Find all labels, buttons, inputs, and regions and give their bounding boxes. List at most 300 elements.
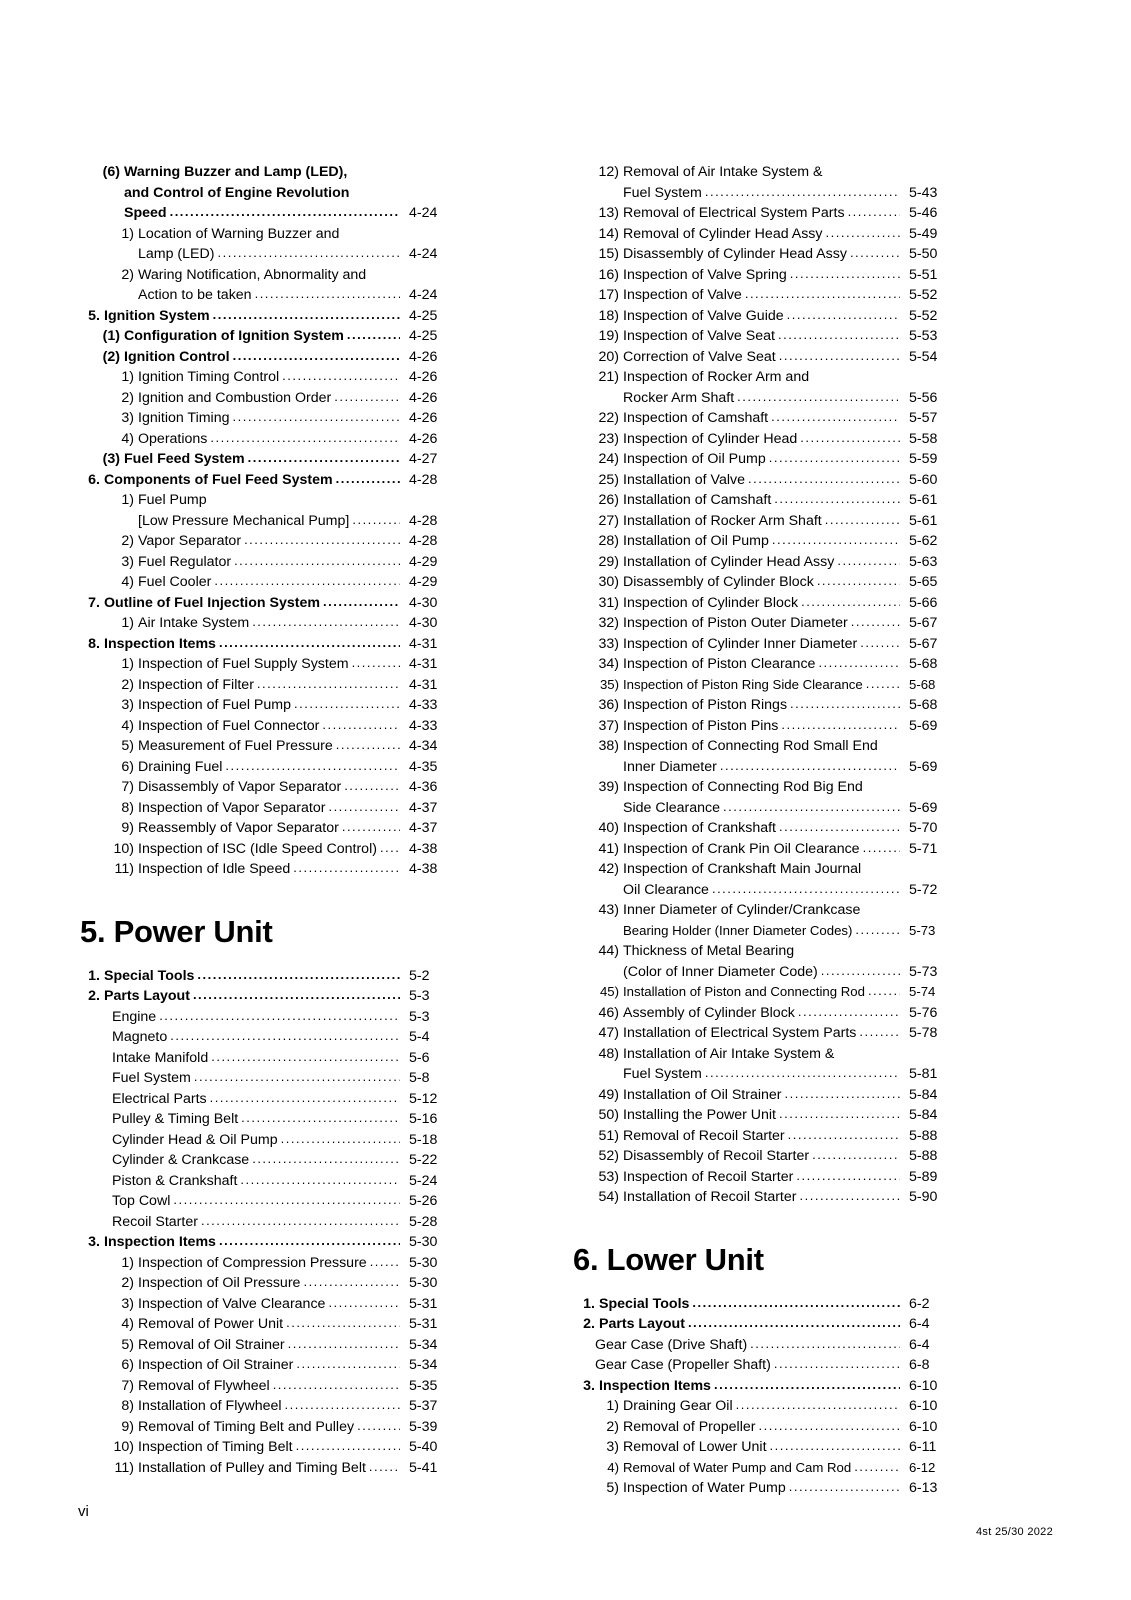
toc-leader-dots bbox=[821, 961, 900, 982]
toc-entry[interactable] bbox=[78, 593, 453, 614]
toc-entry-page: 5-63 bbox=[909, 553, 938, 570]
toc-entry[interactable] bbox=[573, 162, 953, 183]
toc-entry[interactable] bbox=[573, 511, 953, 532]
toc-entry-page: 5-58 bbox=[909, 430, 938, 447]
toc-entry-page: 5-76 bbox=[909, 1004, 938, 1021]
toc-entry-page: 5-24 bbox=[409, 1172, 438, 1189]
toc-entry[interactable] bbox=[78, 1437, 453, 1458]
toc-entry[interactable] bbox=[78, 1253, 453, 1274]
toc-entry[interactable] bbox=[78, 224, 453, 245]
toc-entry-page: 5-3 bbox=[409, 988, 430, 1004]
toc-entry[interactable] bbox=[78, 634, 453, 655]
toc-entry-title: Inspection of Piston Outer Diameter bbox=[623, 615, 848, 631]
toc-entry[interactable] bbox=[78, 1417, 453, 1438]
toc-entry-number: 3) bbox=[121, 1295, 134, 1312]
toc-leader-dots bbox=[772, 530, 900, 551]
toc-entry-number: 42) bbox=[598, 861, 619, 877]
toc-entry-title: Components of Fuel Feed System bbox=[104, 471, 333, 488]
toc-entry-page: 5-69 bbox=[909, 799, 938, 816]
toc-entry-title: Removal of Propeller bbox=[623, 1418, 756, 1435]
toc-entry[interactable] bbox=[78, 675, 453, 696]
toc-entry-number: (6) bbox=[102, 164, 120, 180]
toc-leader-dots bbox=[210, 428, 400, 449]
toc-leader-dots bbox=[758, 1416, 900, 1437]
toc-entry[interactable] bbox=[573, 593, 953, 614]
toc-entry-title: Oil Clearance bbox=[623, 881, 709, 898]
toc-entry-title: Removal of Oil Strainer bbox=[138, 1336, 285, 1353]
toc-entry[interactable] bbox=[573, 736, 953, 757]
toc-entry-title: Fuel System bbox=[623, 1066, 702, 1082]
toc-leader-dots bbox=[173, 1190, 400, 1211]
toc-entry[interactable] bbox=[78, 1007, 453, 1028]
toc-entry-page: 5-28 bbox=[409, 1213, 438, 1230]
toc-entry[interactable] bbox=[573, 962, 953, 983]
toc-entry[interactable] bbox=[573, 1335, 953, 1356]
toc-entry[interactable] bbox=[78, 449, 453, 470]
toc-entry-title: Inspection of Idle Speed bbox=[138, 861, 291, 877]
toc-entry-number: 30) bbox=[598, 574, 619, 590]
toc-entry-title: Inner Diameter bbox=[623, 758, 717, 775]
toc-entry[interactable] bbox=[573, 757, 953, 778]
toc-entry[interactable] bbox=[573, 982, 953, 1003]
toc-entry-number: 32) bbox=[598, 615, 619, 631]
toc-entry[interactable] bbox=[573, 1396, 953, 1417]
toc-entry[interactable] bbox=[78, 1335, 453, 1356]
toc-entry[interactable] bbox=[573, 285, 953, 306]
toc-entry-title: Inspection of Valve Spring bbox=[623, 266, 787, 283]
toc-entry-title: Inspection of Crank Pin Oil Clearance bbox=[623, 840, 860, 857]
toc-entry-title: Lamp (LED) bbox=[138, 246, 215, 262]
toc-entry-title: Action to be taken bbox=[138, 287, 252, 303]
toc-leader-dots bbox=[248, 448, 400, 469]
toc-entry-number: 3. bbox=[583, 1377, 595, 1394]
toc-entry[interactable] bbox=[78, 1314, 453, 1335]
toc-entry[interactable] bbox=[573, 490, 953, 511]
toc-entry-title: Fuel Pump bbox=[138, 492, 207, 508]
toc-entry-title: Ignition Control bbox=[124, 348, 230, 365]
toc-entry-page: 5-18 bbox=[409, 1131, 438, 1148]
toc-entry[interactable] bbox=[78, 183, 453, 204]
toc-entry[interactable] bbox=[573, 859, 953, 880]
toc-entry-title: Disassembly of Cylinder Head Assy bbox=[623, 246, 847, 262]
toc-entry-title: Inspection of Recoil Starter bbox=[623, 1168, 794, 1185]
toc-entry[interactable] bbox=[573, 347, 953, 368]
toc-entry[interactable] bbox=[573, 1314, 953, 1335]
toc-leader-dots bbox=[781, 715, 900, 736]
toc-entry[interactable] bbox=[573, 1044, 953, 1065]
toc-entry[interactable] bbox=[78, 552, 453, 573]
toc-entry-page: 4-37 bbox=[409, 799, 438, 816]
toc-entry-title: Removal of Air Intake System & bbox=[623, 164, 823, 180]
toc-entry[interactable] bbox=[78, 347, 453, 368]
toc-entry[interactable] bbox=[573, 654, 953, 675]
toc-entry-page: 5-65 bbox=[909, 574, 938, 590]
toc-entry-number: 1) bbox=[121, 369, 134, 385]
toc-entry-page: 4-25 bbox=[409, 307, 438, 324]
toc-entry[interactable] bbox=[78, 1109, 453, 1130]
chapter-heading-power-unit: 5. Power Unit bbox=[80, 913, 273, 949]
toc-entry-page: 5-35 bbox=[409, 1377, 438, 1394]
toc-entry-page: 5-6 bbox=[409, 1049, 430, 1066]
toc-entry[interactable] bbox=[78, 265, 453, 286]
toc-entry[interactable] bbox=[78, 1355, 453, 1376]
toc-entry[interactable] bbox=[573, 675, 953, 696]
toc-entry[interactable] bbox=[573, 1167, 953, 1188]
toc-entry[interactable] bbox=[573, 408, 953, 429]
toc-entry-title: Installation of Camshaft bbox=[623, 492, 772, 508]
toc-entry[interactable] bbox=[573, 798, 953, 819]
toc-entry[interactable] bbox=[573, 941, 953, 962]
toc-entry[interactable] bbox=[78, 1458, 453, 1479]
toc-leader-dots bbox=[294, 694, 400, 715]
toc-entry-number: 2) bbox=[606, 1418, 619, 1435]
toc-entry-number: 6) bbox=[121, 1357, 134, 1373]
toc-entry-page: 5-69 bbox=[909, 758, 938, 775]
toc-entry-page: 5-62 bbox=[909, 533, 938, 549]
toc-entry-page: 4-30 bbox=[409, 594, 438, 611]
toc-entry[interactable] bbox=[573, 203, 953, 224]
toc-entry-number: 21) bbox=[598, 369, 619, 385]
toc-leader-dots bbox=[234, 551, 400, 572]
toc-entry-page: 4-35 bbox=[409, 758, 438, 775]
toc-entry[interactable] bbox=[78, 818, 453, 839]
toc-entry-title: Removal of Power Unit bbox=[138, 1316, 284, 1332]
toc-entry-page: 4-29 bbox=[409, 553, 438, 570]
toc-entry-number: 33) bbox=[598, 635, 619, 652]
toc-entry-title: Inspection of Connecting Rod Small End bbox=[623, 738, 878, 754]
toc-leader-dots bbox=[323, 592, 400, 613]
toc-leader-dots bbox=[201, 1211, 400, 1232]
toc-entry-page: 5-52 bbox=[909, 287, 938, 303]
toc-entry[interactable] bbox=[573, 1376, 953, 1397]
toc-entry[interactable] bbox=[78, 367, 453, 388]
toc-entry[interactable] bbox=[78, 986, 453, 1007]
toc-entry[interactable] bbox=[573, 531, 953, 552]
toc-entry-number: 9) bbox=[121, 820, 134, 836]
toc-entry[interactable] bbox=[573, 429, 953, 450]
toc-entry-title: Installation of Electrical System Parts bbox=[623, 1025, 857, 1041]
toc-entry[interactable] bbox=[78, 1294, 453, 1315]
toc-entry[interactable] bbox=[573, 1355, 953, 1376]
toc-entry-number: 44) bbox=[598, 943, 619, 959]
toc-leader-dots bbox=[217, 243, 400, 264]
toc-entry[interactable] bbox=[573, 1478, 953, 1499]
toc-entry-title: Inspection of Piston Rings bbox=[623, 697, 788, 713]
toc-entry-title: Vapor Separator bbox=[138, 533, 242, 549]
toc-entry[interactable] bbox=[573, 1126, 953, 1147]
toc-entry[interactable] bbox=[573, 1105, 953, 1126]
toc-entry-number: 4) bbox=[121, 1316, 134, 1332]
toc-entry[interactable] bbox=[78, 654, 453, 675]
toc-entry-number: 8) bbox=[121, 799, 134, 816]
toc-entry[interactable] bbox=[573, 818, 953, 839]
toc-entry-number: 2) bbox=[121, 533, 134, 549]
toc-entry[interactable] bbox=[78, 1150, 453, 1171]
toc-entry-page: 5-74 bbox=[909, 984, 936, 999]
toc-entry-title: Pulley & Timing Belt bbox=[112, 1111, 239, 1127]
toc-leader-dots bbox=[778, 325, 900, 346]
toc-entry-number: 36) bbox=[598, 697, 619, 713]
toc-entry[interactable] bbox=[78, 470, 453, 491]
toc-entry-page: 4-26 bbox=[409, 348, 438, 365]
toc-entry-page: 5-41 bbox=[409, 1459, 438, 1476]
toc-entry[interactable] bbox=[78, 1191, 453, 1212]
toc-entry-number: 1. bbox=[583, 1295, 595, 1312]
toc-entry[interactable] bbox=[573, 1064, 953, 1085]
toc-entry-title: Inspection of Oil Strainer bbox=[138, 1357, 294, 1373]
footer-document-code: 4st 25/30 2022 bbox=[976, 1526, 1053, 1538]
toc-entry[interactable] bbox=[573, 449, 953, 470]
toc-entry[interactable] bbox=[573, 183, 953, 204]
toc-entry-number: 46) bbox=[598, 1004, 619, 1021]
toc-entry[interactable] bbox=[78, 429, 453, 450]
toc-entry[interactable] bbox=[573, 900, 953, 921]
toc-entry[interactable] bbox=[78, 244, 453, 265]
toc-entry[interactable] bbox=[573, 1437, 953, 1458]
toc-entry-number: 19) bbox=[598, 328, 619, 344]
toc-entry[interactable] bbox=[573, 244, 953, 265]
toc-leader-dots bbox=[219, 1231, 400, 1252]
toc-leader-dots bbox=[750, 1334, 900, 1355]
toc-leader-dots bbox=[779, 346, 900, 367]
toc-entry[interactable] bbox=[78, 1273, 453, 1294]
toc-entry[interactable] bbox=[573, 367, 953, 388]
toc-entry-page: 4-28 bbox=[409, 533, 438, 549]
toc-entry[interactable] bbox=[573, 1458, 953, 1479]
toc-entry-title: Gear Case (Drive Shaft) bbox=[595, 1336, 748, 1353]
toc-entry[interactable] bbox=[573, 1003, 953, 1024]
toc-entry[interactable] bbox=[573, 634, 953, 655]
toc-entry-number: 37) bbox=[598, 717, 619, 734]
toc-entry[interactable] bbox=[78, 511, 453, 532]
toc-entry-title: Inspection of Connecting Rod Big End bbox=[623, 779, 863, 795]
toc-entry[interactable] bbox=[573, 880, 953, 901]
toc-entry[interactable] bbox=[573, 326, 953, 347]
toc-entry[interactable] bbox=[78, 1027, 453, 1048]
toc-entry-number: 47) bbox=[598, 1025, 619, 1041]
toc-entry-page: 5-67 bbox=[909, 635, 938, 652]
toc-entry[interactable] bbox=[78, 1376, 453, 1397]
toc-leader-dots bbox=[225, 756, 400, 777]
toc-entry-page: 4-30 bbox=[409, 615, 438, 631]
toc-entry-number: 13) bbox=[598, 205, 619, 221]
toc-entry-title: Inspection of Vapor Separator bbox=[138, 799, 326, 816]
toc-entry-number: 9) bbox=[121, 1418, 134, 1435]
toc-entry-page: 4-29 bbox=[409, 574, 438, 590]
toc-entry[interactable] bbox=[573, 572, 953, 593]
toc-entry-page: 5-71 bbox=[909, 840, 938, 857]
toc-entry-title: Inspection of Water Pump bbox=[623, 1480, 786, 1496]
toc-entry[interactable] bbox=[78, 490, 453, 511]
toc-entry-title: Rocker Arm Shaft bbox=[623, 389, 735, 406]
toc-entry[interactable] bbox=[78, 306, 453, 327]
toc-entry-number: 45) bbox=[599, 984, 619, 999]
toc-entry-title: Inspection of Fuel Supply System bbox=[138, 656, 349, 672]
toc-leader-dots bbox=[796, 1166, 900, 1187]
toc-entry-title: Installation of Rocker Arm Shaft bbox=[623, 512, 822, 529]
toc-entry[interactable] bbox=[573, 839, 953, 860]
toc-entry-number: 11) bbox=[114, 861, 134, 877]
toc-entry-number: 23) bbox=[598, 430, 619, 447]
toc-entry-page: 4-24 bbox=[409, 287, 438, 303]
toc-leader-dots bbox=[252, 612, 400, 633]
toc-entry-number: 18) bbox=[598, 307, 619, 324]
toc-entry-page: 4-31 bbox=[409, 676, 438, 693]
toc-entry-title: Installation of Recoil Starter bbox=[623, 1189, 797, 1205]
toc-entry-number: 8. bbox=[88, 635, 100, 652]
toc-entry-page: 5-16 bbox=[409, 1111, 438, 1127]
toc-entry-title: Parts Layout bbox=[104, 988, 190, 1004]
toc-entry[interactable] bbox=[78, 1089, 453, 1110]
toc-entry-page: 5-26 bbox=[409, 1193, 438, 1209]
toc-entry[interactable] bbox=[78, 162, 453, 183]
toc-entry[interactable] bbox=[78, 1232, 453, 1253]
toc-entry[interactable] bbox=[78, 839, 453, 860]
toc-entry[interactable] bbox=[78, 1048, 453, 1069]
toc-entry[interactable] bbox=[573, 1023, 953, 1044]
toc-entry-title: Inspection of Oil Pump bbox=[623, 451, 766, 467]
toc-entry-page: 6-4 bbox=[909, 1336, 930, 1353]
toc-leader-dots bbox=[868, 981, 900, 1002]
toc-entry[interactable] bbox=[78, 695, 453, 716]
toc-entry-number: 2) bbox=[121, 266, 134, 283]
toc-entry-title: Installation of Air Intake System & bbox=[623, 1045, 835, 1062]
toc-leader-dots bbox=[855, 920, 900, 941]
toc-entry-page: 5-3 bbox=[409, 1008, 430, 1025]
toc-entry-number: 27) bbox=[598, 512, 619, 529]
toc-entry[interactable] bbox=[573, 224, 953, 245]
toc-leader-dots bbox=[211, 1047, 400, 1068]
toc-entry-title: Correction of Valve Seat bbox=[623, 348, 776, 365]
toc-entry[interactable] bbox=[78, 285, 453, 306]
toc-entry[interactable] bbox=[573, 1417, 953, 1438]
toc-leader-dots bbox=[779, 1104, 900, 1125]
toc-entry-title: Inspection of Valve Clearance bbox=[138, 1295, 326, 1312]
toc-entry[interactable] bbox=[78, 757, 453, 778]
toc-leader-dots bbox=[787, 305, 900, 326]
toc-entry-page: 6-13 bbox=[909, 1480, 938, 1496]
toc-entry-title: Inspection of Camshaft bbox=[623, 410, 769, 426]
toc-entry[interactable] bbox=[573, 777, 953, 798]
toc-leader-dots bbox=[336, 735, 400, 756]
toc-entry-page: 5-84 bbox=[909, 1086, 938, 1103]
toc-entry-number: 2. bbox=[583, 1316, 595, 1332]
toc-entry[interactable] bbox=[573, 695, 953, 716]
toc-entry-title: Top Cowl bbox=[112, 1193, 171, 1209]
toc-entry-number: 29) bbox=[598, 553, 619, 570]
toc-entry-title: Ignition and Combustion Order bbox=[138, 389, 332, 406]
toc-entry[interactable] bbox=[573, 921, 953, 942]
toc-entry-page: 6-2 bbox=[909, 1295, 930, 1312]
toc-entry[interactable] bbox=[78, 408, 453, 429]
toc-entry[interactable] bbox=[573, 1146, 953, 1167]
toc-leader-dots bbox=[705, 1063, 900, 1084]
toc-entry[interactable] bbox=[573, 470, 953, 491]
toc-entry[interactable] bbox=[573, 716, 953, 737]
toc-entry-page: 5-89 bbox=[909, 1168, 938, 1185]
toc-entry-title: Inspection of Compression Pressure bbox=[138, 1254, 367, 1271]
toc-entry-number: 41) bbox=[598, 840, 619, 857]
toc-entry[interactable] bbox=[78, 1171, 453, 1192]
toc-entry-title: Disassembly of Recoil Starter bbox=[623, 1148, 810, 1164]
toc-entry-number: 2. bbox=[88, 988, 100, 1004]
toc-entry-number: 2) bbox=[121, 389, 134, 406]
toc-entry-page: 4-33 bbox=[409, 717, 438, 734]
toc-entry[interactable] bbox=[573, 552, 953, 573]
toc-leader-dots bbox=[692, 1293, 900, 1314]
toc-entry[interactable] bbox=[78, 1068, 453, 1089]
toc-entry-number: 6. bbox=[88, 471, 100, 488]
toc-leader-dots bbox=[219, 633, 400, 654]
toc-entry[interactable] bbox=[573, 613, 953, 634]
toc-entry-page: 6-8 bbox=[909, 1357, 930, 1373]
toc-entry[interactable] bbox=[573, 1085, 953, 1106]
toc-entry[interactable] bbox=[78, 531, 453, 552]
toc-leader-dots bbox=[380, 838, 400, 859]
toc-entry[interactable] bbox=[78, 1130, 453, 1151]
toc-leader-dots bbox=[334, 387, 400, 408]
toc-entry-title: Bearing Holder (Inner Diameter Codes) bbox=[623, 922, 853, 938]
toc-entry-page: 5-34 bbox=[409, 1336, 438, 1353]
toc-left-entries bbox=[78, 162, 453, 880]
toc-entry[interactable] bbox=[573, 388, 953, 409]
toc-entry[interactable] bbox=[78, 859, 453, 880]
toc-entry[interactable] bbox=[78, 1212, 453, 1233]
toc-entry-page: 4-24 bbox=[409, 246, 438, 262]
toc-right-entries-lower-unit bbox=[573, 1294, 953, 1499]
toc-leader-dots bbox=[296, 1436, 400, 1457]
toc-entry[interactable] bbox=[78, 798, 453, 819]
toc-leader-dots bbox=[357, 1416, 400, 1437]
chapter-heading-lower-unit: 6. Lower Unit bbox=[573, 1241, 764, 1277]
toc-entry[interactable] bbox=[78, 613, 453, 634]
toc-entry-title: Air Intake System bbox=[138, 615, 250, 631]
toc-entry[interactable] bbox=[78, 326, 453, 347]
toc-entry[interactable] bbox=[78, 1396, 453, 1417]
toc-entry[interactable] bbox=[78, 736, 453, 757]
toc-entry[interactable] bbox=[78, 572, 453, 593]
toc-leader-dots bbox=[859, 1022, 900, 1043]
toc-entry-number: 7) bbox=[121, 1377, 134, 1394]
toc-entry[interactable] bbox=[78, 777, 453, 798]
toc-leader-dots bbox=[288, 1334, 400, 1355]
toc-entry-title: Electrical Parts bbox=[112, 1090, 207, 1107]
toc-entry-title: (Color of Inner Diameter Code) bbox=[623, 963, 818, 980]
toc-entry-page: 5-53 bbox=[909, 328, 938, 344]
toc-entry[interactable] bbox=[78, 966, 453, 987]
toc-entry-title: Installing the Power Unit bbox=[623, 1107, 776, 1123]
toc-entry[interactable] bbox=[78, 203, 453, 224]
toc-entry[interactable] bbox=[573, 1294, 953, 1315]
toc-entry[interactable] bbox=[78, 388, 453, 409]
toc-entry-page: 5-22 bbox=[409, 1152, 438, 1168]
toc-leader-dots bbox=[210, 1088, 400, 1109]
toc-leader-dots bbox=[255, 284, 400, 305]
toc-entry-title: Removal of Recoil Starter bbox=[623, 1127, 785, 1144]
toc-entry-page: 5-61 bbox=[909, 512, 938, 529]
toc-entry-page: 4-28 bbox=[409, 471, 438, 488]
toc-entry-page: 4-26 bbox=[409, 389, 438, 406]
toc-entry[interactable] bbox=[573, 1187, 953, 1208]
toc-entry-number: 1) bbox=[606, 1398, 619, 1414]
toc-entry-number: (3) bbox=[102, 451, 120, 467]
toc-leader-dots bbox=[296, 1354, 400, 1375]
toc-entry[interactable] bbox=[573, 306, 953, 327]
toc-entry-title: Installation of Valve bbox=[623, 471, 745, 488]
toc-entry[interactable] bbox=[573, 265, 953, 286]
toc-leader-dots bbox=[369, 1457, 400, 1478]
toc-entry[interactable] bbox=[78, 716, 453, 737]
